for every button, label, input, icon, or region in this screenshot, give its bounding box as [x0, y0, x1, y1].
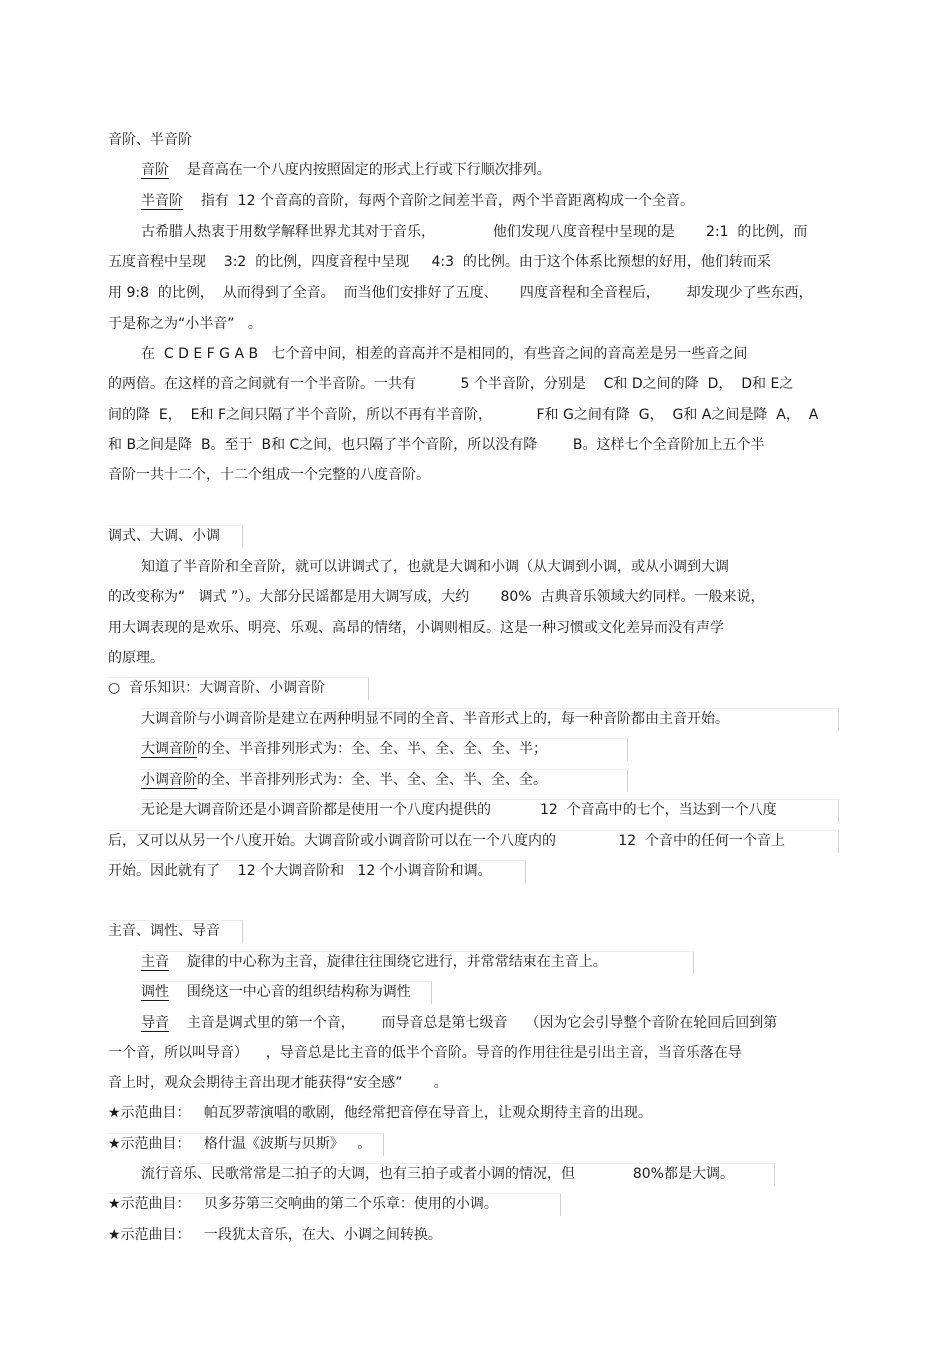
example-item: ★示范曲目： 帕瓦罗蒂演唱的歌剧，他经常把音停在导音上，让观众期待主音的出现。	[108, 1105, 652, 1121]
leading-tone-line	[141, 1013, 777, 1033]
key-definition: 围绕这一中心音的组织结构称为调性	[186, 984, 411, 1000]
section-title-scales: 音阶、半音阶	[108, 132, 192, 148]
section-title-tonic: 主音、调性、导音	[108, 923, 220, 939]
minor-scale-line	[141, 770, 547, 790]
section-title-modes: 调式、大调、小调	[108, 528, 220, 544]
example-item: ★示范曲目： 一段犹太音乐，在大、小调之间转换。	[108, 1227, 442, 1243]
paragraph-line: 用 9:8 的比例， 从而得到了全音。 而当他们安排好了五度、 四度音程和全音程后， 却发现少了些东西，	[108, 285, 813, 301]
chromatic-definition: 指有 12 个音高的音阶，每两个音阶之间差半音，两个半音距离构成一个全音。	[200, 193, 694, 209]
scale-definition-line	[141, 160, 551, 180]
knowledge-bullet: ○ 音乐知识：大调音阶、小调音阶	[108, 680, 326, 696]
paragraph-line: 的原理。	[108, 650, 164, 666]
term-major-scale: 大调音阶	[141, 741, 197, 757]
paragraph-line: 间的降 E， E和 F之间只隔了半个音阶，所以不再有半音阶， F和 G之间有降 G， G和 A之间是降 A， A	[108, 407, 819, 423]
leading-tone-definition: 主音是调式里的第一个音， 而导音总是第七级音 （因为它会引导整个音阶在轮回后回到第	[186, 1015, 778, 1031]
paragraph-line: 开始。因此就有了 12 个大调音阶和 12 个小调音阶和调。	[108, 863, 492, 879]
tonic-line	[141, 952, 607, 972]
paragraph-line: 五度音程中呈现 3:2 的比例，四度音程中呈现 4:3 的比例。由于这个体系比预想的好用，他们转而采	[108, 254, 771, 270]
term-scale: 音阶	[141, 162, 169, 178]
term-key: 调性	[141, 984, 169, 1000]
major-scale-pattern: 的全、半音排列形式为：全、全、半、全、全、全、半；	[197, 741, 547, 757]
key-line	[141, 982, 411, 1002]
paragraph-line: 音上时，观众会期待主音出现才能获得“安全感” 。	[108, 1075, 448, 1091]
example-item: ★示范曲目： 格什温《波斯与贝斯》 。	[108, 1136, 372, 1152]
paragraph-line: 用大调表现的是欢乐、明亮、乐观、高昂的情绪，小调则相反。这是一种习惯或文化差异而没有声学	[108, 620, 724, 636]
paragraph-line: 于是称之为“小半音” 。	[108, 316, 262, 332]
minor-scale-pattern: 的全、半音排列形式为：全、半、全、全、半、全、全。	[197, 772, 547, 788]
scale-definition: 是音高在一个八度内按照固定的形式上行或下行顺次排列。	[186, 162, 551, 178]
example-item: ★示范曲目： 贝多芬第三交响曲的第二个乐章：使用的小调。	[108, 1196, 498, 1212]
major-scale-line	[141, 739, 547, 759]
paragraph-line: 流行音乐、民歌常常是二拍子的大调，也有三拍子或者小调的情况，但 80%都是大调。	[141, 1166, 734, 1182]
tonic-definition: 旋律的中心称为主音，旋律往往围绕它进行，并常常结束在主音上。	[186, 954, 607, 970]
term-leading-tone: 导音	[141, 1015, 169, 1031]
paragraph-line: 在 C D E F G A B 七个音中间，相差的音高并不是相同的，有些音之间的音高差是另一些音之间	[141, 346, 748, 362]
term-minor-scale: 小调音阶	[141, 772, 197, 788]
chromatic-definition-line	[141, 191, 694, 211]
paragraph-line: 古希腊人热衷于用数学解释世界尤其对于音乐， 他们发现八度音程中呈现的是 2:1 的比例，而	[141, 224, 808, 240]
paragraph-line: 知道了半音阶和全音阶，就可以讲调式了，也就是大调和小调（从大调到小调，或从小调到大调	[141, 559, 729, 575]
paragraph-line: 无论是大调音阶还是小调音阶都是使用一个八度内提供的 12 个音高中的七个，当达到一个八度	[141, 802, 777, 818]
paragraph-line: 和 B之间是降 B。至于 B和 C之间，也只隔了半个音阶，所以没有降 B。这样七个全音阶加上五个半	[108, 437, 765, 453]
paragraph-line: 一个音，所以叫导音） ，导音总是比主音的低半个音阶。导音的作用往往是引出主音，当音乐落在导	[108, 1045, 742, 1061]
knowledge-intro: 大调音阶与小调音阶是建立在两种明显不同的全音、半音形式上的，每一种音阶都由主音开始。	[141, 711, 729, 727]
paragraph-line: 的两倍。在这样的音之间就有一个半音阶。一共有 5 个半音阶，分别是 C和 D之间的降 D， D和 E之	[108, 376, 794, 392]
paragraph-line: 音阶一共十二个，十二个组成一个完整的八度音阶。	[108, 467, 430, 483]
paragraph-line: 后，又可以从另一个八度开始。大调音阶或小调音阶可以在一个八度内的 12 个音中的任何一个音上	[108, 833, 786, 849]
term-tonic: 主音	[141, 954, 169, 970]
term-chromatic: 半音阶	[141, 193, 183, 209]
paragraph-line: 的改变称为“ 调式 ”）。大部分民谣都是用大调写成，大约 80% 古典音乐领域大约同样。一般来说，	[108, 589, 765, 605]
